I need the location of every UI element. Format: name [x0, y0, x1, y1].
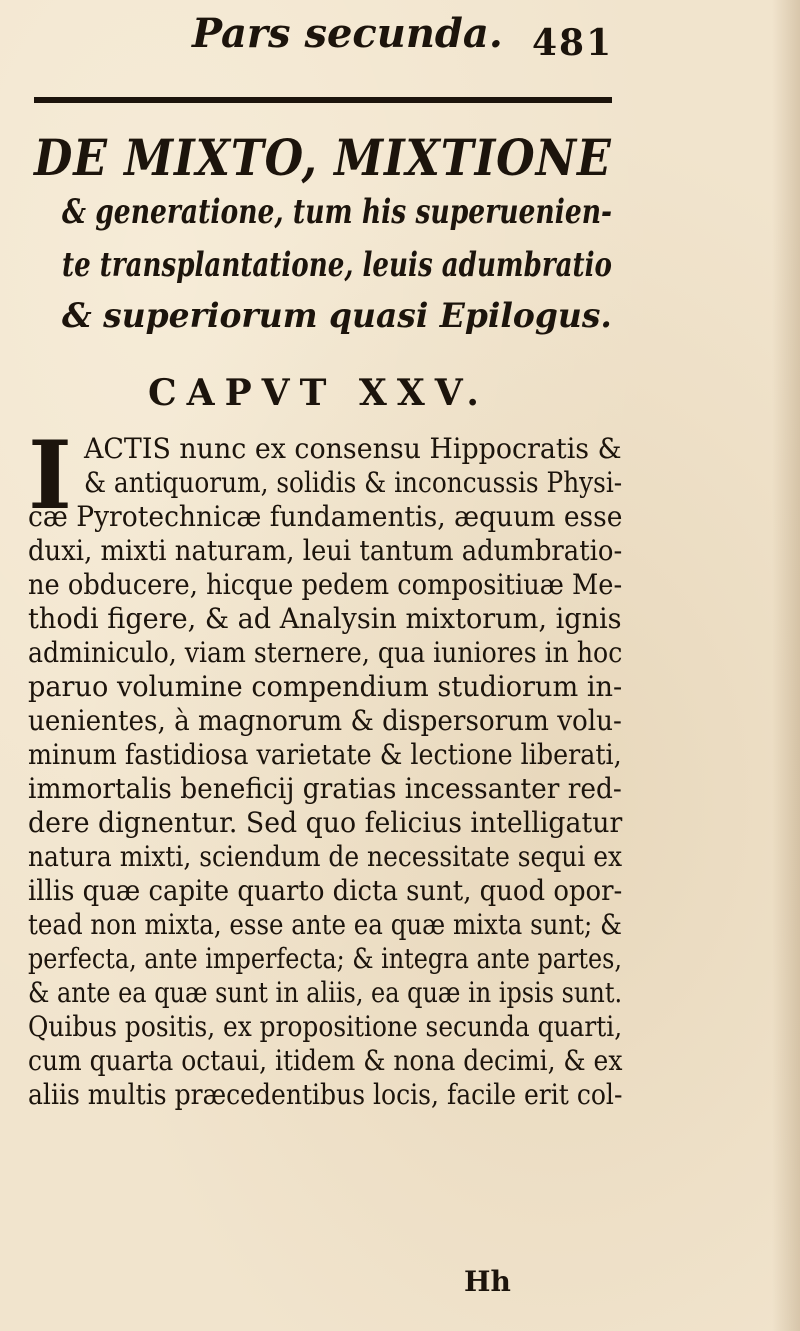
- text-line: cum quarta octaui, itidem & nona decimi, & ex: [28, 1044, 623, 1077]
- text-line: & ante ea quæ sunt in aliis, ea quæ in ipsis sunt.: [28, 976, 623, 1009]
- text-line: Quibus positis, ex propositione secunda quarti,: [28, 1010, 623, 1043]
- header-rule: [34, 97, 612, 103]
- text-line: & antiquorum, solidis & inconcussis Physi-: [84, 466, 623, 499]
- text-line: minum fastidiosa varietate & lectione liberati,: [28, 738, 622, 771]
- signature-mark: Hh: [464, 1265, 511, 1298]
- text-line: uenientes, à magnorum & dispersorum volu-: [28, 704, 622, 737]
- page-edge-shadow: [772, 0, 800, 1331]
- text-line: cæ Pyrotechnicæ fundamentis, æquum esse: [28, 500, 623, 533]
- text-line: dere dignentur. Sed quo felicius intelligatur: [28, 806, 623, 839]
- running-head: [0, 10, 800, 70]
- text-line: ne obducere, hicque pedem compositiuæ Me-: [28, 568, 623, 601]
- page-number: 481: [532, 22, 614, 64]
- text-line: perfecta, ante imperfecta; & integra ante partes,: [28, 942, 623, 975]
- heading-title: DE MIXTO, MIXTIONE: [34, 128, 612, 187]
- heading-subtitle-line-2: te transplantatione, leuis adumbratio: [62, 245, 612, 285]
- text-line: aliis multis præcedentibus locis, facile erit col-: [28, 1078, 623, 1111]
- text-line: tead non mixta, esse ante ea quæ mixta sunt; &: [28, 908, 622, 941]
- text-line: thodi figere, & ad Analysin mixtorum, ignis: [28, 602, 622, 635]
- text-line: illis quæ capite quarto dicta sunt, quod opor-: [28, 874, 623, 907]
- text-line: paruo volumine compendium studiorum in-: [28, 670, 623, 703]
- heading-subtitle-line-1: & generatione, tum his superuenien-: [62, 192, 613, 232]
- running-title: Pars secunda.: [192, 10, 503, 57]
- text-line: ACTIS nunc ex consensu Hippocratis &: [84, 432, 622, 465]
- heading-subtitle-line-3: & superiorum quasi Epilogus.: [62, 296, 612, 336]
- text-line: natura mixti, sciendum de necessitate sequi ex: [28, 840, 623, 873]
- chapter-number: CAPVT XXV.: [148, 372, 489, 414]
- text-line: duxi, mixti naturam, leui tantum adumbratio-: [28, 534, 623, 567]
- drop-cap-initial: I: [28, 421, 72, 531]
- text-line: adminiculo, viam sternere, qua iuniores in hoc: [28, 636, 623, 669]
- text-line: immortalis beneficij gratias incessanter red-: [28, 772, 622, 805]
